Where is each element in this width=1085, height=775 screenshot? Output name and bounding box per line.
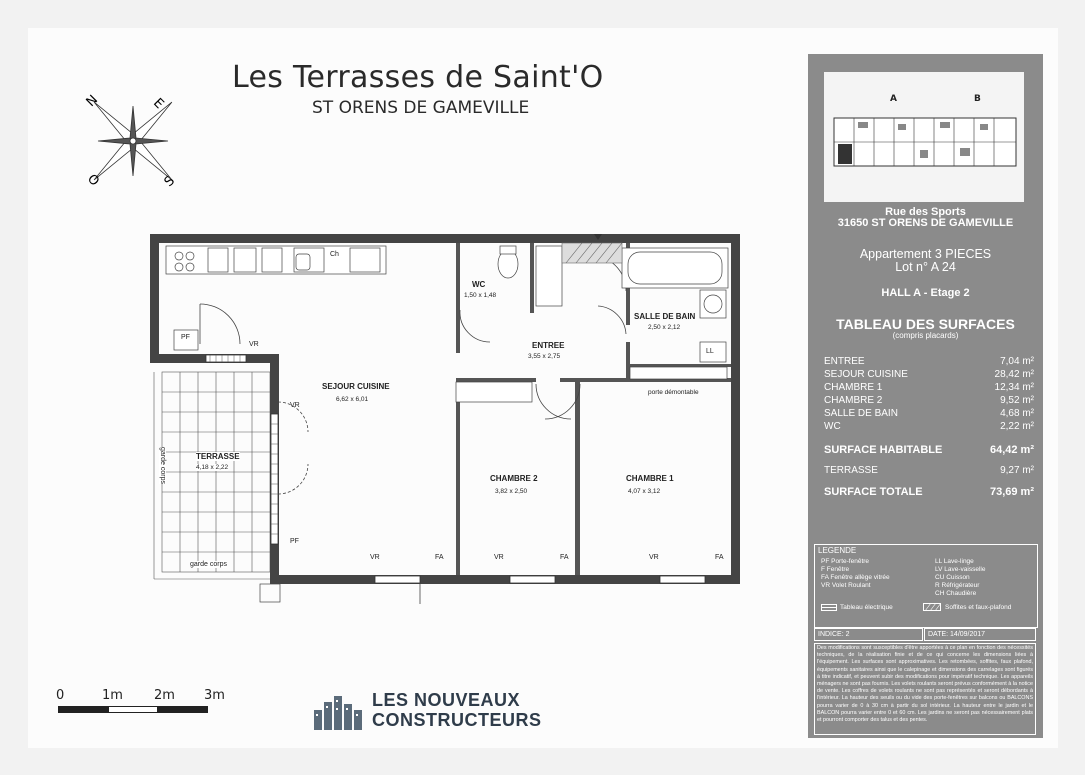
surface-row-value: 2,22 m²	[1000, 421, 1034, 432]
surface-totale	[824, 486, 1034, 499]
surface-habitable-value: 64,42 m²	[989, 444, 1034, 456]
legend-item: Soffites et faux-plafond	[945, 604, 1012, 611]
date-cell: DATE: 14/09/2017	[924, 628, 1036, 641]
electric-panel-icon	[821, 604, 837, 611]
room-chambre1-dim: 4,07 x 3,12	[628, 488, 661, 495]
logo-line-2: CONSTRUCTEURS	[372, 710, 542, 730]
surface-terrasse-value: 9,27 m²	[1000, 465, 1034, 476]
mark-vr-1: VR	[249, 341, 259, 348]
scale-seg-2	[108, 706, 158, 713]
mark-pf-1: PF	[290, 538, 299, 545]
room-terrasse-label: TERRASSE	[196, 452, 240, 461]
legend-item: LV Lave-vaisselle	[935, 566, 986, 573]
mark-garde-corps-bottom: garde corps	[190, 561, 227, 568]
compass-s: S	[161, 173, 179, 190]
surface-row-name: SEJOUR CUISINE	[824, 369, 908, 380]
surface-row-name: ENTREE	[824, 356, 865, 367]
surface-row-name: CHAMBRE 2	[824, 395, 883, 406]
hall-floor: HALL A - Etage 2	[881, 287, 970, 299]
legend-item: CU Cuisson	[935, 574, 970, 581]
building-logo-icon	[312, 690, 368, 732]
compass-n: N	[83, 92, 102, 110]
surface-row-name: SALLE DE BAIN	[824, 408, 898, 419]
surface-row	[824, 395, 1034, 408]
mark-porte-demontable: porte démontable	[648, 389, 699, 396]
surface-habitable-name: SURFACE HABITABLE	[824, 444, 943, 456]
room-entree-label: ENTREE	[532, 341, 565, 350]
legend-item: CH Chaudière	[935, 590, 977, 597]
floor-plan-drawing	[150, 234, 740, 604]
building-thumbnail	[824, 72, 1024, 202]
indice-date-row	[814, 628, 1036, 640]
logo-line-1: LES NOUVEAUX	[372, 690, 521, 710]
mark-ch: Ch	[330, 251, 339, 258]
constructor-logo	[312, 690, 572, 732]
mark-fa-1: FA	[435, 554, 444, 561]
legal-note: Des modifications sont susceptibles d'être apportées à ce plan en fonction des nécessités techniques, de la réalisation finie et de ce qui concerne les dimensions liées à l'équipement. Les surfaces sont approximatives. Les retombées, soffites, faux plafond, équipements sanitaires ainsi que le calepinage et dimensions des carrelages sont figurés à titre indicatif, et peuvent subir des modifications pour impératif technique. Les appareils ménagers ne sont pas fournis. Les volets roulants seront prévus conformément à la notice de vente. Les coffres de volets roulants ne sont pas représentés et seront débordants à l'intérieur. La hauteur des seuils ou du vide des porte-fenêtres sur balcons ou BALCONS pourra varier de 0 à 30 cm à partir du sol intérieur. La hauteur entre le jardin et le BALCON pourra varier entre 0 et 60 cm. Les jardins ne seront pas nécessairement plats et pourront comporter des talus et des pentes.	[814, 643, 1036, 735]
room-sdb-dim: 2,50 x 2,12	[648, 324, 681, 331]
surface-terrasse-name: TERRASSE	[824, 465, 878, 476]
surface-row-value: 28,42 m²	[994, 369, 1034, 380]
room-sejour-label: SEJOUR CUISINE	[322, 382, 390, 391]
legend-item: FA Fenêtre allège vitrée	[821, 574, 890, 581]
page-subtitle: ST ORENS DE GAMEVILLE	[312, 98, 530, 118]
legend-item: LL Lave-linge	[935, 558, 974, 565]
info-panel	[808, 54, 1043, 738]
surface-row-value: 4,68 m²	[1000, 408, 1034, 419]
legend-box	[814, 544, 1038, 628]
thumb-label-b: B	[974, 94, 981, 104]
room-chambre2-dim: 3,82 x 2,50	[495, 488, 528, 495]
apartment-type: Appartement 3 PIECES	[859, 247, 992, 261]
mark-vr-4: VR	[494, 554, 504, 561]
room-sejour-dim: 6,62 x 6,01	[336, 396, 369, 403]
surfaces-table-title: TABLEAU DES SURFACES	[836, 316, 1015, 332]
mark-vr-2: VR	[290, 402, 300, 409]
surface-row-name: CHAMBRE 1	[824, 382, 883, 393]
surface-totale-value: 73,69 m²	[989, 486, 1034, 498]
room-chambre2-label: CHAMBRE 2	[490, 474, 538, 483]
room-wc-dim: 1,50 x 1,48	[464, 292, 497, 299]
scale-label-2m: 2m	[154, 688, 175, 703]
hatch-soffite-icon	[923, 603, 941, 611]
surfaces-table-subtitle: (compris placards)	[892, 331, 959, 340]
surface-row-value: 12,34 m²	[994, 382, 1034, 393]
mark-garde-corps-side: garde corps	[158, 447, 166, 484]
mark-pf-2: PF	[181, 334, 190, 341]
room-chambre1-label: CHAMBRE 1	[626, 474, 674, 483]
surface-row	[824, 382, 1034, 395]
legend-item: R Réfrigérateur	[935, 582, 980, 589]
surface-row-value: 7,04 m²	[1000, 356, 1034, 367]
surface-row	[824, 369, 1034, 382]
room-wc-label: WC	[472, 280, 486, 289]
legend-item: Tableau électrique	[840, 604, 893, 611]
surface-row	[824, 408, 1034, 421]
scale-bar	[56, 688, 256, 718]
indice-cell: INDICE: 2	[814, 628, 923, 641]
compass-e: E	[150, 95, 167, 113]
page-title: Les Terrasses de Saint'O	[232, 60, 604, 95]
mark-vr-3: VR	[370, 554, 380, 561]
surface-habitable	[824, 444, 1034, 457]
surface-row	[824, 356, 1034, 369]
mark-ll: LL	[706, 348, 714, 355]
scale-seg-1	[58, 706, 108, 713]
room-entree-dim: 3,55 x 2,75	[528, 353, 561, 360]
surface-row	[824, 421, 1034, 434]
room-terrasse-dim: 4,18 x 2,22	[196, 464, 229, 471]
compass-rose-icon	[78, 86, 188, 196]
surface-row-value: 9,52 m²	[1000, 395, 1034, 406]
scale-seg-3	[158, 706, 208, 713]
mark-fa-3: FA	[715, 554, 724, 561]
apartment-lot: Lot n° A 24	[895, 260, 956, 274]
scale-label-0: 0	[56, 688, 65, 703]
surface-totale-name: SURFACE TOTALE	[824, 486, 923, 498]
address-street: Rue des Sports	[885, 206, 966, 218]
scale-label-1m: 1m	[102, 688, 123, 703]
room-sdb-label: SALLE DE BAIN	[634, 312, 696, 321]
mark-fa-2: FA	[560, 554, 569, 561]
floor-plan	[150, 234, 740, 604]
scale-label-3m: 3m	[204, 688, 225, 703]
mark-vr-5: VR	[649, 554, 659, 561]
surface-row-name: WC	[824, 421, 841, 432]
legend-item: VR Volet Roulant	[821, 582, 871, 589]
thumb-label-a: A	[890, 94, 897, 104]
building-plan-thumbnail-icon	[824, 72, 1024, 202]
legend-title: LEGENDE	[818, 546, 857, 555]
surface-terrasse	[824, 465, 1034, 478]
address-city: 31650 ST ORENS DE GAMEVILLE	[837, 217, 1014, 229]
legend-item: F Fenêtre	[821, 566, 850, 573]
legend-item: PF Porte-fenêtre	[821, 558, 870, 565]
compass-o: O	[84, 171, 102, 190]
